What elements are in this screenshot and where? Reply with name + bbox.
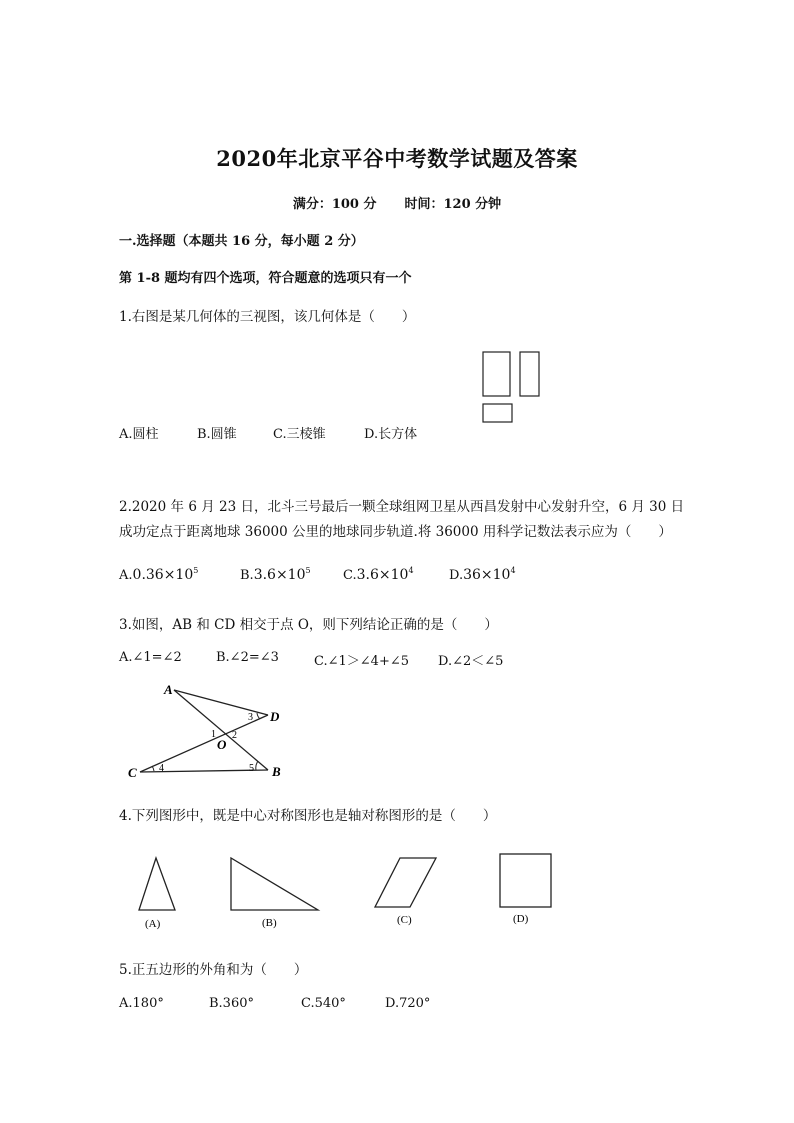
right-triangle-shape — [231, 858, 318, 910]
side-view-rect — [520, 352, 539, 396]
caption-d: (D) — [513, 913, 529, 925]
angle-label-1: 1 — [211, 729, 216, 740]
score-text: 满分：100 分 — [292, 197, 377, 212]
caption-b: (B) — [262, 917, 277, 929]
front-view-rect — [483, 352, 510, 396]
label-b: B — [272, 764, 281, 779]
angle-label-3: 3 — [248, 712, 253, 723]
shapes-figure — [130, 850, 560, 932]
angle-label-5: 5 — [249, 763, 254, 774]
question-3-stem: 3.如图，AB 和 CD 相交于点 O，则下列结论正确的是（ ） — [119, 617, 498, 633]
q2-option-c: $C.3.6\times 10^4$ — [343, 566, 414, 583]
section-instruction: 第 1-8 题均有四个选项，符合题意的选项只有一个 — [119, 271, 412, 286]
question-2-stem-line2: 成功定点于距离地球 36000 公里的地球同步轨道.将 36000 用科学记数法表示应为（ ） — [119, 524, 672, 540]
angle-3-arc — [257, 713, 260, 719]
caption-c: (C) — [397, 914, 412, 926]
q5-option-c: C.540° — [301, 996, 346, 1011]
square-shape — [500, 854, 551, 907]
q3-option-c: C.∠1＞∠4+∠5 — [314, 654, 409, 669]
time-text: 时间：120 分钟 — [404, 197, 502, 212]
q5-option-a: A.180° — [119, 996, 164, 1011]
q3-option-b: B.∠2=∠3 — [216, 650, 279, 665]
label-a: A — [164, 682, 173, 697]
exam-meta — [0, 193, 794, 212]
q2-option-a: $A.0.36\times 10^5$ — [119, 566, 199, 583]
q1-option-d: D.长方体 — [364, 427, 418, 442]
caption-a: (A) — [145, 918, 161, 930]
angle-4-arc — [152, 766, 154, 771]
q1-option-a: A.圆柱 — [119, 427, 159, 442]
q5-option-b: B.360° — [209, 996, 254, 1011]
parallelogram-shape — [375, 858, 436, 907]
isosceles-triangle-shape — [139, 858, 175, 910]
q1-option-c: C.三棱锥 — [273, 427, 326, 442]
top-view-rect — [483, 404, 512, 422]
question-2-stem-line1: 2.2020 年 6 月 23 日，北斗三号最后一颗全球组网卫星从西昌发射中心发射升空，6 月 30 日 — [119, 499, 685, 515]
q3-option-a: A.∠1=∠2 — [119, 650, 182, 665]
question-5-stem: 5.正五边形的外角和为（ ） — [119, 962, 308, 978]
q2-option-d: $D.36\times 10^4$ — [449, 566, 516, 583]
label-d: D — [270, 709, 280, 724]
section-heading: 一.选择题（本题共 16 分，每小题 2 分） — [119, 234, 364, 249]
angle-label-4: 4 — [159, 763, 164, 774]
label-o: O — [217, 737, 227, 752]
intersecting-lines-figure — [120, 680, 295, 780]
three-view-figure — [481, 350, 543, 426]
page-title: 2020年北京平谷中考数学试题及答案 — [216, 146, 578, 171]
question-4-stem: 4.下列图形中，既是中心对称图形也是轴对称图形的是（ ） — [119, 808, 497, 824]
q1-option-b: B.圆锥 — [197, 427, 237, 442]
question-1-stem: 1.右图是某几何体的三视图，该几何体是（ ） — [119, 309, 416, 325]
q2-option-b: $B.3.6\times 10^5$ — [240, 566, 311, 583]
angle-5-arc — [256, 761, 258, 770]
angle-label-2: 2 — [232, 730, 237, 741]
label-c: C — [128, 765, 137, 780]
q5-option-d: D.720° — [385, 996, 431, 1011]
q3-option-d: D.∠2＜∠5 — [438, 654, 504, 669]
